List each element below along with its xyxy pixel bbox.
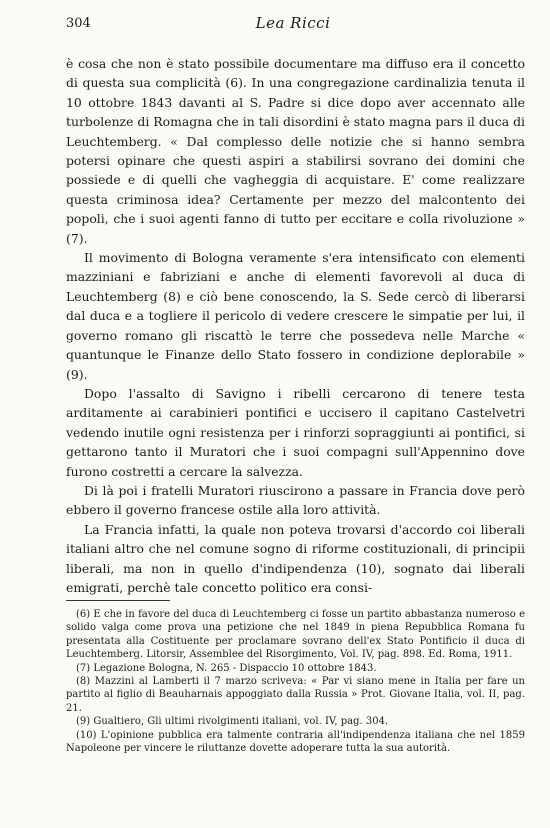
- paragraph: è cosa che non è stato possibile documentare ma diffuso era il concetto di questa sua complicità (6). In una congregazione cardinalizia tenuta il 10 ottobre 1843 davanti al S. Padre si dice dopo aver accennato alle turbolenze di Romagna che in tali disordini è stato magna pars il duca di Leuchtemberg. « Dal complesso delle notizie che si hanno sembra potersi opinare che questi aspiri a stabilirsi sovrano dei domini che possiede e di quelli che vagheggia di acquistare. E' come realizzare questa criminosa idea? Certamente per mezzo del malcontento dei popoli, che i suoi agenti fanno di tutto per eccitare e colla rivoluzione » (7).: [66, 56, 525, 246]
- footnotes: [66, 608, 525, 755]
- footnote: (9) Gualtiero, Gli ultimi rivolgimenti italiani, vol. IV, pag. 304.: [76, 716, 389, 728]
- paragraph: La Francia infatti, la quale non poteva trovarsi d'accordo coi liberali italiani altro che nel comune sogno di riforme costituzionali, di principii liberali, ma non in quello d'indipendenza (10), sognato dai liberali emigrati, perchè tale concetto politico era consi-: [66, 521, 525, 595]
- footnote: (10) L'opinione pubblica era talmente contraria all'indipendenza italiana che nel 1859 Napoleone per vincere le riluttanze dovette adoperare tutta la sua autorità.: [66, 729, 525, 755]
- running-title: Lea Ricci: [255, 14, 331, 32]
- footnote: (7) Legazione Bologna, N. 265 - Dispaccio 10 ottobre 1843.: [76, 662, 377, 674]
- footnote: (8) Mazzini al Lamberti il 7 marzo scriveva: « Par vi siano mene in Italia per fare un partito al figlio di Beauharnais appoggiato dalla Russia » Prot. Giovane Italia, vol. II, pag. 21.: [66, 676, 525, 714]
- paragraph: Dopo l'assalto di Savigno i ribelli cercarono di tenere testa arditamente ai carabinieri pontifici e uccisero il capitano Castelvetri vedendo inutile ogni resistenza per i rinforzi sopraggiunti ai pontifici, si gettarono tanto il Muratori che i suoi compagni sull'Appennino dove furono costretti a cercare la salvezza.: [66, 385, 525, 479]
- paragraph: Il movimento di Bologna veramente s'era intensificato con elementi mazziniani e fabriziani e anche di elementi favorevoli al duca di Leuchtemberg (8) e ciò bene conoscendo, la S. Sede cercò di liberarsi dal duca e a togliere il pericolo di vedere crescere le simpatie per lui, il governo romano gli riscattò le terre che possedeva nelle Marche « quantunque le Finanze dello Stato fossero in condizione deplorabile » (9).: [66, 250, 525, 382]
- body-text: [66, 54, 525, 597]
- page-header: [66, 16, 520, 36]
- footnote: (6) E che in favore del duca di Leuchtemberg ci fosse un partito abbastanza numeroso e solido valga come prova una petizione che nel 1849 in piena Repubblica Romana fu presentata alla Costituente per proclamare sovrano dell'ex Stato Pontificio il duca di Leuchtemberg. Litorsir, Assemblee del Risorgimento, Vol. IV, pag. 898. Ed. Roma, 1911.: [66, 609, 525, 661]
- footnote-separator: [66, 600, 170, 601]
- page-number: 304: [66, 16, 91, 31]
- paragraph: Di là poi i fratelli Muratori riuscirono a passare in Francia dove però ebbero il governo francese ostile alla loro attività.: [66, 482, 525, 518]
